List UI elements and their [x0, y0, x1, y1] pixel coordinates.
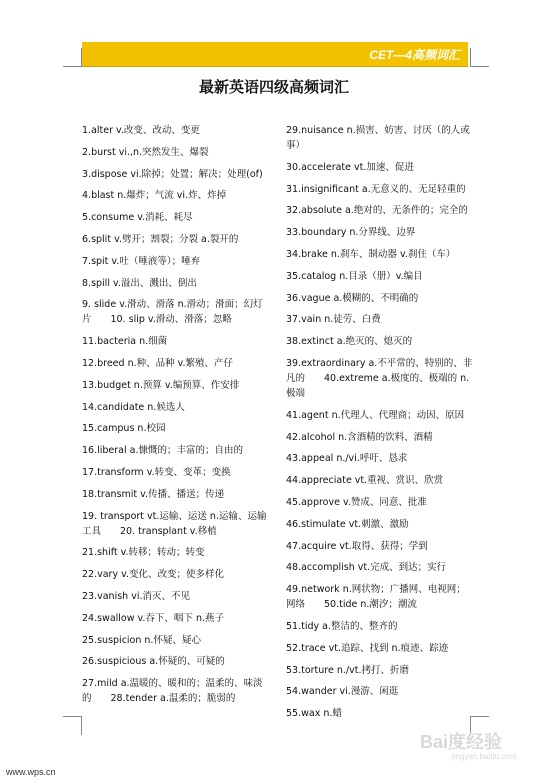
vocab-entry: 16.liberal a.慷慨的；丰富的；自由的: [82, 445, 243, 457]
vocab-entry: 23.vanish vi.消灭、不见: [82, 590, 190, 602]
vocab-entry: 11.bacteria n.细菌: [82, 336, 168, 348]
watermark-logo: Bai度经验: [420, 732, 503, 752]
vocab-entry: 51.tidy a.整洁的、整齐的: [286, 620, 398, 632]
vocab-entry: 5.consume v.消耗、耗尽: [82, 212, 193, 224]
vocab-entry: 7.spit v.吐（唾液等）；唾弃: [82, 255, 201, 267]
vocab-entry: 19. transport vt.运输、运送 n.运输、运输工具 20. transplant v.移植: [82, 510, 267, 537]
vocab-entry: 29.nuisance n.损害、妨害、讨厌（的人或事）: [286, 125, 470, 151]
vocab-entry: 44.appreciate vt.重视、赏识、欣赏: [286, 475, 444, 487]
vocab-entry: 37.vain n.徒劳、白费: [286, 314, 381, 326]
vocab-entry: 3.dispose vi.除掉；处置；解决；处理(of): [82, 168, 263, 180]
vocab-entry: 27.mild a.温暖的、暖和的；温柔的、味淡的 28.tender a.温柔的；脆弱的: [82, 678, 263, 705]
crop-mark-top-left: [63, 48, 82, 67]
vocab-entry: 39.extraordinary a.不平常的、特别的、非凡的 40.extreme a.极度的、极端的 n.极端: [286, 357, 473, 399]
vocab-entry: 34.brake n.刹车、制动器 v.刹住（车）: [286, 248, 456, 260]
vocab-entry: 24.swallow v.吞下、咽下 n.燕子: [82, 612, 224, 624]
footer-site: www.wps.cn: [6, 767, 56, 777]
vocab-entry: 52.trace vt.追踪、找到 n.痕迹、踪迹: [286, 642, 449, 654]
vocab-entry: 45.approve v.赞成、同意、批准: [286, 496, 427, 508]
header-divider: [82, 66, 468, 67]
vocab-entry: 38.extinct a.绝灭的、熄灭的: [286, 336, 413, 348]
vocab-entry: 55.wax n.蜡: [286, 708, 342, 720]
vocab-entry: 25.suspicion n.怀疑、疑心: [82, 634, 201, 646]
vocab-entry: 1.alter v.改变、改动、变更: [82, 125, 200, 136]
vocab-entry: 36.vague a.模糊的、不明确的: [286, 292, 419, 304]
watermark-url: jingyan.baidu.com: [452, 752, 517, 761]
vocab-entry: 26.suspicious a.怀疑的、可疑的: [82, 656, 225, 668]
header-bar: [82, 42, 468, 66]
vocab-entry: 31.insignificant a.无意义的、无足轻重的: [286, 183, 466, 195]
vocab-entry: 32.absolute a.绝对的、无条件的；完全的: [286, 205, 468, 217]
vocab-entry: 48.accomplish vt.完成、到达；实行: [286, 562, 447, 574]
vocab-entry: 4.blast n.爆炸；气流 vi.炸、炸掉: [82, 190, 227, 202]
vocab-column-left: [82, 123, 272, 713]
vocab-entry: 41.agent n.代理人、代理商；动因、原因: [286, 409, 465, 421]
vocab-entry: 53.torture n./vt.拷打、折磨: [286, 664, 409, 676]
crop-mark-top-right: [470, 48, 489, 67]
vocab-entry: 8.spill v.溢出、溅出、倒出: [82, 277, 197, 289]
vocab-entry: 18.transmit v.传播、播送；传递: [82, 488, 225, 500]
vocab-column-right: [286, 123, 474, 728]
vocab-entry: 43.appeal n./vi.呼吁、恳求: [286, 453, 408, 465]
vocab-entry: 6.split v.劈开；割裂；分裂 a.裂开的: [82, 233, 239, 245]
vocab-entry: 9. slide v.滑动、滑落 n.滑动；滑面；幻灯片 10. slip v.滑动、滑落；忽略: [82, 299, 263, 326]
vocab-entry: 42.alcohol n.含酒精的饮料、酒精: [286, 431, 433, 443]
vocab-entry: 49.network n.网状物；广播网、电视网；网络 50.tide n.潮汐；潮流: [286, 584, 466, 611]
vocab-entry: 15.campus n.校园: [82, 423, 166, 435]
vocab-entry: 46.stimulate vt.刺激、激励: [286, 518, 409, 530]
document-title: 最新英语四级高频词汇: [198, 78, 349, 96]
vocab-entry: 35.catalog n.目录（册）v.编目: [286, 270, 423, 282]
vocab-entry: 33.boundary n.分界线、边界: [286, 227, 416, 239]
vocab-entry: 2.burst vi.,n.突然发生、爆裂: [82, 146, 209, 158]
vocab-entry: 54.wander vi.漫游、闲逛: [286, 686, 399, 698]
vocab-entry: 21.shift v.转移；转动；转变: [82, 547, 205, 559]
vocab-entry: 30.accelerate vt.加速、促进: [286, 161, 414, 173]
vocab-entry: 47.acquire vt.取得、获得；学到: [286, 540, 428, 552]
vocab-entry: 22.vary v.变化、改变；使多样化: [82, 569, 225, 581]
vocab-entry: 12.breed n.种、品种 v.繁殖、产仔: [82, 357, 234, 369]
crop-mark-bottom-left: [63, 716, 82, 735]
header-label: CET—4高频词汇: [369, 48, 460, 62]
vocab-entry: 17.transform v.转变、变革；变换: [82, 466, 231, 478]
vocab-entry: 13.budget n.预算 v.编预算、作安排: [82, 379, 240, 391]
vocab-entry: 14.candidate n.候选人: [82, 401, 185, 413]
